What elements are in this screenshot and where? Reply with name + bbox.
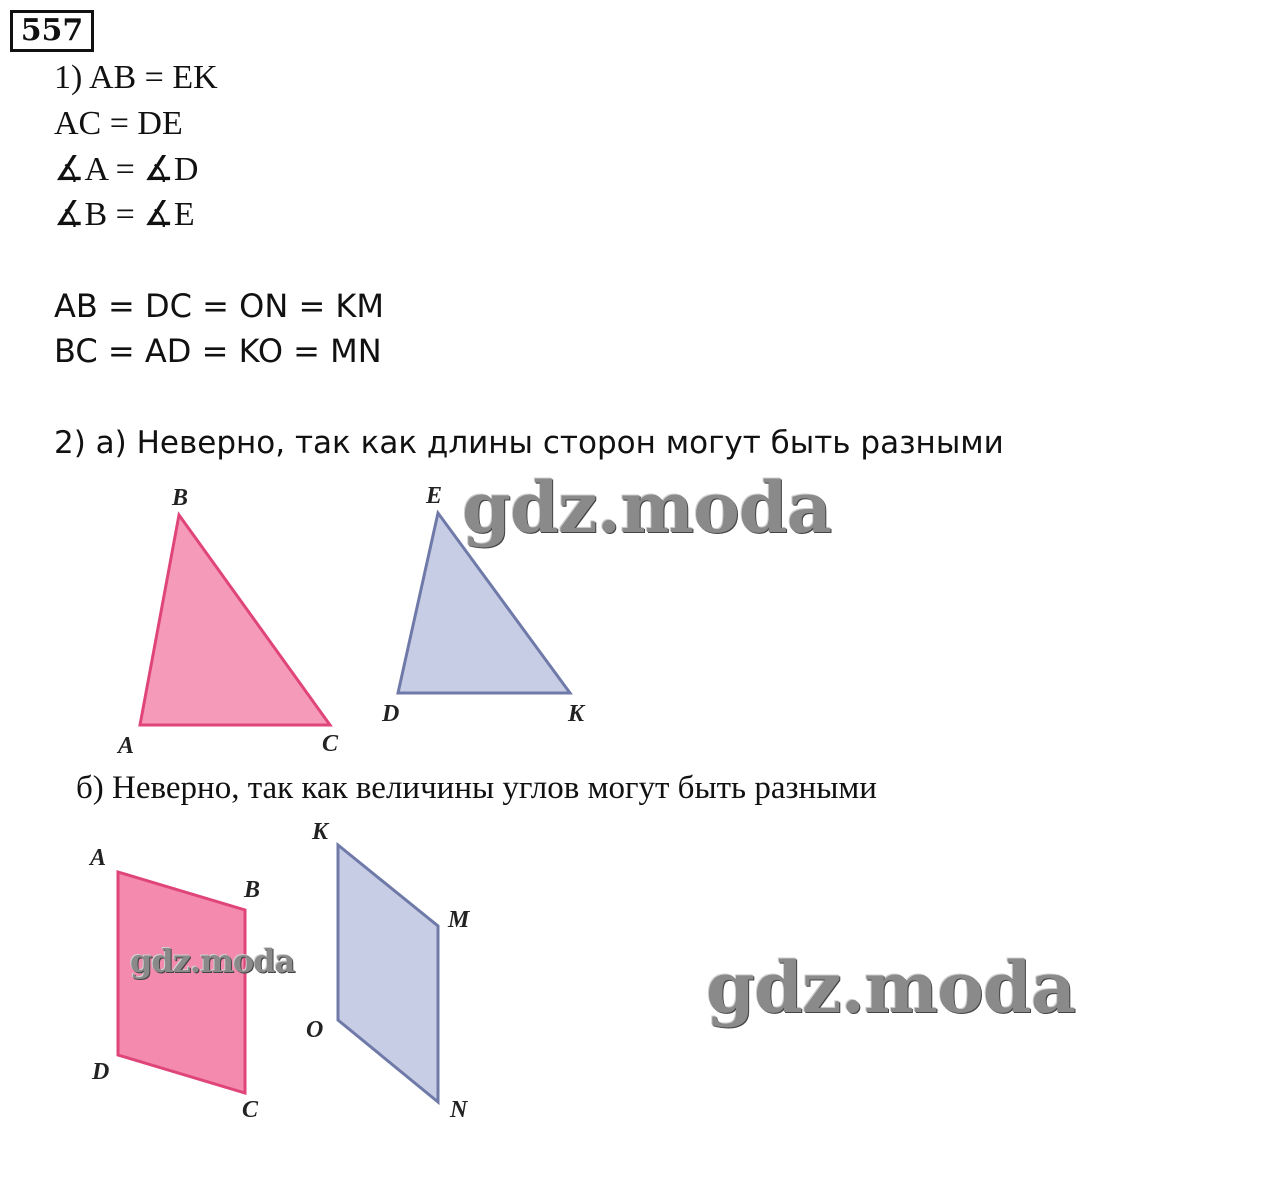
part1-line-2: AC = DE	[54, 105, 183, 142]
parallelogram-abcd	[118, 872, 245, 1093]
part1-line-3: ∡A = ∡D	[54, 151, 199, 188]
vertex-label-a2: A	[90, 845, 107, 871]
watermark-2: gdz.moda	[130, 942, 295, 980]
parallelogram-kmno	[338, 845, 438, 1102]
vertex-label-b2: B	[244, 877, 261, 903]
vertex-label-e: E	[426, 483, 443, 509]
vertex-label-o: O	[306, 1017, 324, 1043]
watermark-1: gdz.moda	[462, 466, 832, 549]
vertex-label-n: N	[450, 1097, 468, 1123]
part1-line-4: ∡B = ∡E	[54, 196, 195, 233]
part1-line-1: 1) AB = EK	[54, 59, 218, 96]
vertex-label-c1: C	[322, 731, 339, 757]
vertex-label-d2: D	[92, 1059, 110, 1085]
equality-line-2: BC = AD = KO = MN	[54, 332, 382, 370]
watermark-3: gdz.moda	[706, 946, 1076, 1029]
problem-number-badge: 557	[10, 10, 94, 52]
part2-a-text: 2) а) Неверно, так как длины сторон могут быть разными	[54, 425, 1004, 461]
equality-line-1: AB = DC = ON = KM	[54, 287, 385, 325]
vertex-label-k2: K	[312, 819, 329, 845]
vertex-label-c2: C	[242, 1097, 259, 1123]
vertex-label-k1: K	[568, 701, 585, 727]
vertex-label-m: M	[448, 907, 470, 933]
vertex-label-d1: D	[382, 701, 400, 727]
vertex-label-b1: B	[172, 485, 189, 511]
vertex-label-a1: A	[118, 733, 135, 759]
triangle-abc	[140, 515, 330, 725]
part2-b-text: б) Неверно, так как величины углов могут быть разными	[76, 770, 877, 806]
